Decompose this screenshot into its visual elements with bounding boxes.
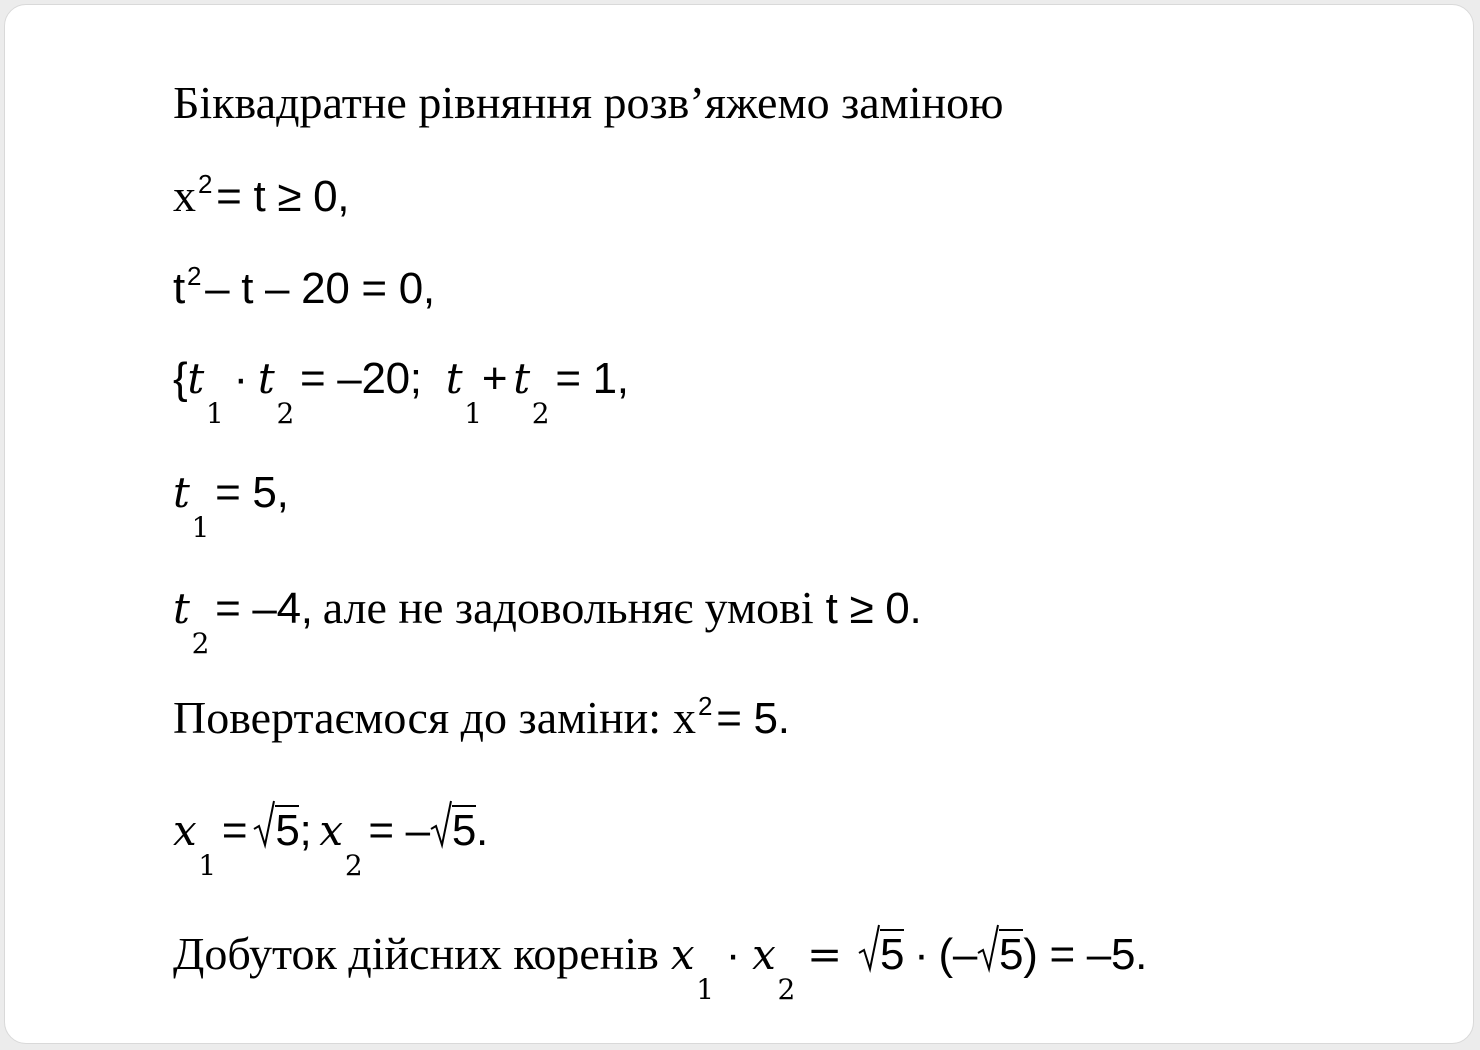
var-x: x bbox=[173, 170, 196, 221]
dot: · bbox=[725, 930, 741, 979]
quadratic-rest: – t – 20 = 0, bbox=[205, 264, 435, 313]
brace: { bbox=[173, 354, 188, 403]
subscript: 1 bbox=[696, 973, 714, 1006]
var-x1: x bbox=[173, 806, 197, 855]
subscript: 2 bbox=[276, 397, 294, 430]
radical-icon bbox=[430, 799, 452, 849]
line-roots bbox=[173, 805, 488, 882]
var-t: t bbox=[173, 264, 185, 313]
var-t1: t bbox=[187, 354, 204, 403]
plus: + bbox=[481, 354, 508, 403]
subscript: 2 bbox=[344, 849, 363, 882]
open-paren: (– bbox=[938, 930, 978, 979]
product-text: Добуток дійсних коренів bbox=[173, 928, 659, 979]
eq: = bbox=[221, 806, 248, 855]
subscript: 1 bbox=[191, 511, 210, 544]
line-product bbox=[173, 928, 1148, 1006]
line-back-substitution bbox=[173, 691, 790, 743]
var-t4: t bbox=[513, 354, 530, 403]
var-t3: t bbox=[445, 354, 463, 403]
subscript: 1 bbox=[464, 397, 482, 430]
product-result: ) = –5. bbox=[1023, 930, 1148, 979]
line-quadratic bbox=[173, 261, 435, 313]
exponent: 2 bbox=[698, 691, 713, 721]
subscript: 2 bbox=[531, 397, 550, 430]
line-intro bbox=[173, 77, 1004, 128]
sum-eq: = 1, bbox=[555, 354, 629, 403]
exponent: 2 bbox=[186, 261, 202, 291]
sqrt-5 bbox=[977, 929, 1023, 977]
var-t: t bbox=[173, 584, 190, 633]
rejection-text: але не задовольняє умові bbox=[322, 582, 814, 633]
dot: · bbox=[233, 354, 248, 403]
radicand: 5 bbox=[999, 930, 1024, 979]
substitution-rest: = t ≥ 0, bbox=[216, 172, 350, 221]
var-t: t bbox=[173, 468, 190, 517]
var-t2: t bbox=[257, 354, 275, 403]
exponent: 2 bbox=[198, 169, 213, 199]
product-eq: = –20; bbox=[299, 354, 422, 403]
back-sub-text: Повертаємося до заміни: bbox=[173, 692, 662, 743]
radicand: 5 bbox=[451, 806, 476, 855]
condition: t ≥ 0. bbox=[825, 584, 922, 633]
subscript: 1 bbox=[198, 849, 216, 882]
t2-value: = –4, bbox=[215, 584, 313, 633]
subscript: 1 bbox=[205, 397, 224, 430]
equals: = bbox=[807, 930, 842, 979]
radical-icon bbox=[977, 923, 999, 973]
subscript: 2 bbox=[191, 627, 210, 660]
period: . bbox=[476, 806, 488, 855]
intro-text: Біквадратне рівняння розв’яжемо заміною bbox=[173, 77, 1004, 128]
var-x1: x bbox=[670, 930, 695, 979]
eq-minus: = – bbox=[368, 806, 430, 855]
sqrt-5 bbox=[253, 805, 299, 853]
line-t2 bbox=[173, 582, 922, 660]
radical-icon bbox=[858, 923, 880, 973]
line-t1 bbox=[173, 468, 289, 544]
line-substitution bbox=[173, 169, 350, 221]
var-x: x bbox=[673, 692, 697, 743]
back-sub-rest: = 5. bbox=[716, 694, 790, 743]
semicolon: ; bbox=[299, 806, 312, 855]
sqrt-5 bbox=[858, 929, 904, 977]
dot: · bbox=[914, 930, 929, 979]
radicand: 5 bbox=[879, 930, 905, 979]
radicand: 5 bbox=[275, 806, 300, 855]
sqrt-5 bbox=[430, 805, 476, 853]
document-card bbox=[4, 4, 1474, 1044]
subscript: 2 bbox=[777, 973, 796, 1006]
line-vieta bbox=[173, 354, 629, 430]
t1-value: = 5, bbox=[215, 468, 289, 517]
var-x2: x bbox=[752, 930, 776, 979]
radical-icon bbox=[253, 799, 275, 849]
var-x2: x bbox=[319, 806, 343, 855]
